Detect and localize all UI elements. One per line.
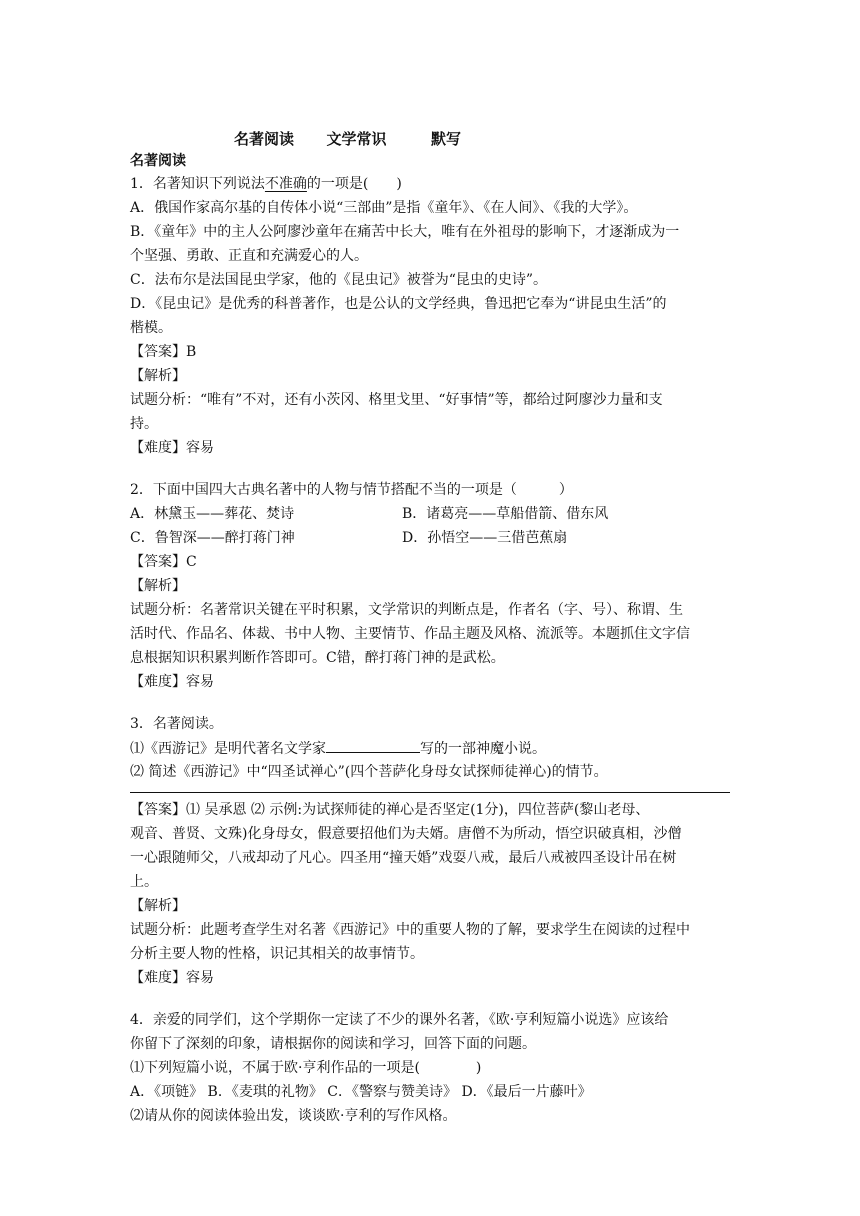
q3-stem: 3．名著阅读。 [130, 716, 223, 732]
q1-stem-underlined: 不准确 [264, 176, 307, 192]
q4-stem-line1: 4．亲爱的同学们，这个学期你一定读了不少的课外名著，《欧·亨利短篇小说选》应该给 [130, 1012, 669, 1028]
q1-analysis-line1: 试题分析：“唯有”不对，还有小茨冈、格里戈里、“好事情”等，都给过阿廖沙力量和支 [130, 392, 663, 408]
q3-part1 [130, 738, 546, 759]
q2-analysis-line1: 试题分析：名著常识关键在平时积累，文学常识的判断点是，作者名（字、号）、称谓、生 [130, 602, 683, 618]
q3-analysis-line2: 分析主要人物的性格，识记其相关的故事情节。 [130, 946, 424, 962]
q3-part1-a: ⑴《西游记》是明代著名文学家 [130, 741, 326, 757]
q1-answer: 【答案】B [130, 344, 197, 360]
title-part-3: 默写 [430, 130, 461, 148]
q2-option-b: B．诸葛亮——草船借箭、借东风 [402, 506, 609, 522]
q2-analysis-line3: 息根据知识积累判断作答即可。C错，醉打蒋门神的是武松。 [130, 650, 505, 666]
q3-analysis-label: 【解析】 [130, 898, 186, 914]
q4-part1: ⑴下列短篇小说，不属于欧·亨利作品的一项是( ) [130, 1060, 482, 1076]
q1-stem-b: 的一项是( ) [306, 176, 402, 192]
q3-answer-line2: 观音、普贤、文殊)化身母女，假意要招他们为夫婿。唐僧不为所动，悟空识破真相，沙僧 [130, 826, 682, 842]
q2-difficulty: 【难度】容易 [130, 674, 214, 690]
q3-analysis-line1: 试题分析：此题考查学生对名著《西游记》中的重要人物的了解，要求学生在阅读的过程中 [130, 922, 690, 938]
q1-option-b-line1: B．《童年》中的主人公阿廖沙童年在痛苦中长大，唯有在外祖母的影响下，才逐渐成为一 [130, 224, 680, 240]
q4-stem-line2: 你留下了深刻的印象，请根据你的阅读和学习，回答下面的问题。 [130, 1036, 536, 1052]
q1-analysis-line2: 持。 [130, 416, 158, 432]
page-title [234, 129, 461, 149]
q3-difficulty: 【难度】容易 [130, 970, 214, 986]
q2-option-c: C．鲁智深——醉打蒋门神 [130, 530, 295, 546]
q3-answer-line4: 上。 [130, 874, 158, 890]
q1-option-d-line2: 楷模。 [130, 320, 172, 336]
q2-answer: 【答案】C [130, 554, 197, 570]
title-part-2: 文学常识 [326, 130, 387, 148]
q2-option-a: A．林黛玉——葬花、焚诗 [130, 506, 295, 522]
q1-option-a: A．俄国作家高尔基的自传体小说“三部曲”是指《童年》、《在人间》、《我的大学》。 [130, 200, 638, 216]
title-part-1: 名著阅读 [234, 130, 295, 148]
q2-stem: 2．下面中国四大古典名著中的人物与情节搭配不当的一项是（ ） [130, 482, 573, 498]
q3-answer-line3: 一心跟随师父，八戒却动了凡心。四圣用“撞天婚”戏耍八戒，最后八戒被四圣设计吊在树 [130, 850, 677, 866]
q1-analysis-label: 【解析】 [130, 368, 186, 384]
q3-answer-line1: 【答案】⑴ 吴承恩 ⑵ 示例:为试探师徒的禅心是否坚定(1分)，四位菩萨(黎山老母、 [130, 802, 650, 818]
q2-analysis-line2: 活时代、作品名、体裁、书中人物、主要情节、作品主题及风格、流派等。本题抓住文字信 [130, 626, 690, 642]
q3-part1-b: 写的一部神魔小说。 [420, 741, 546, 757]
q4-part2: ⑵请从你的阅读体验出发，谈谈欧·亨利的写作风格。 [130, 1108, 457, 1124]
q1-stem [130, 174, 402, 194]
q1-stem-a: 1．名著知识下列说法 [130, 176, 265, 192]
q3-answer-blank [326, 738, 420, 753]
q1-option-b-line2: 个坚强、勇敢、正直和充满爱心的人。 [130, 248, 368, 264]
q4-options: A．《项链》 B．《麦琪的礼物》 C．《警察与赞美诗》 D．《最后一片藤叶》 [130, 1084, 592, 1100]
answer-line-rule [130, 792, 730, 793]
q2-options-row1 [130, 504, 294, 524]
q3-part2: ⑵ 简述《西游记》中“四圣试禅心”(四个菩萨化身母女试探师徒禅心)的情节。 [130, 764, 608, 780]
q1-difficulty: 【难度】容易 [130, 440, 214, 456]
section-heading: 名著阅读 [130, 153, 186, 169]
q2-analysis-label: 【解析】 [130, 578, 186, 594]
q1-option-c: C．法布尔是法国昆虫学家，他的《昆虫记》被誉为“昆虫的史诗”。 [130, 272, 548, 288]
q2-option-d: D．孙悟空——三借芭蕉扇 [402, 530, 568, 546]
q1-option-d-line1: D．《昆虫记》是优秀的科普著作，也是公认的文学经典，鲁迅把它奉为“讲昆虫生活”的 [130, 296, 667, 312]
